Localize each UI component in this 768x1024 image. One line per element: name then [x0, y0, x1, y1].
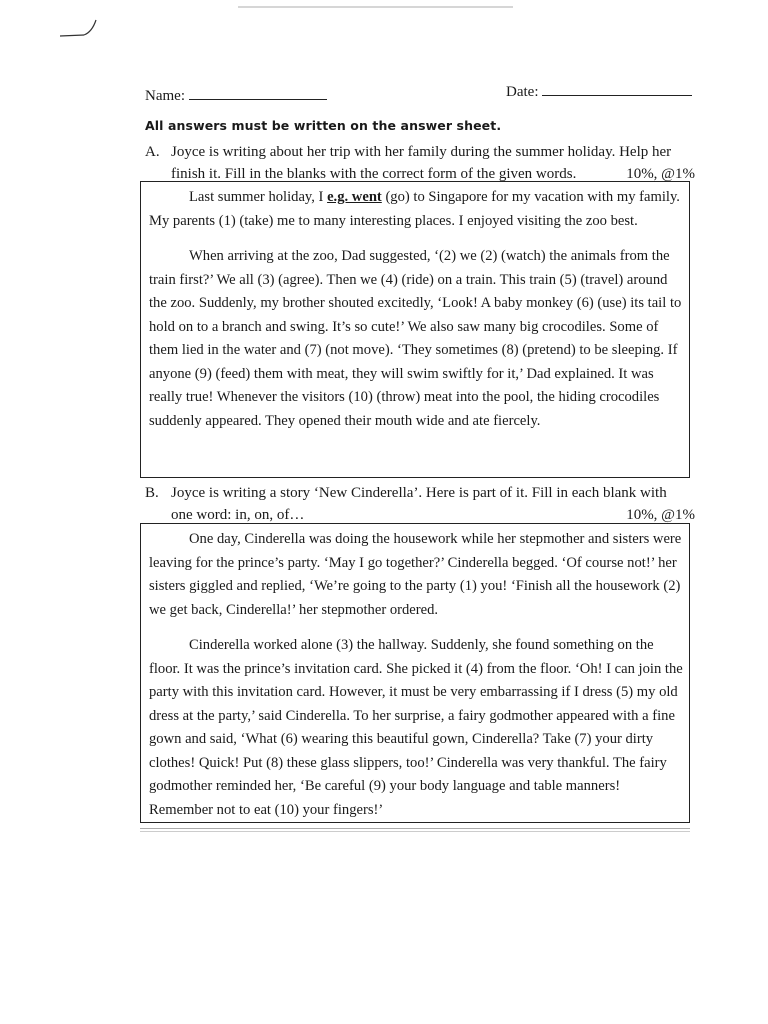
- section-a-paragraph-2: When arriving at the zoo, Dad suggested, ‘(2) we (2) (watch) the animals from the train first?’ We all (3) (agree). Then we (4) (ride) on a train. This train (5) (travel) around the zoo. Suddenly, my brother shouted excitedly, ‘Look! A baby monkey (6) (use) its tail to hold on to a branch and swing. It’s so cute!’ We also saw many big crocodiles. Some of them lied in the water and (7) (not move). ‘They sometimes (8) (pretend) to be sleeping. If anyone (9) (feed) them with meat, they will swim swiftly for it,’ Dad explained. It was really true! Whenever the visitors (10) (throw) meat into the pool, the hiding crocodiles suddenly appeared. They opened their mouth wide and ate fiercely.: [149, 248, 682, 429]
- general-instruction: All answers must be written on the answer sheet.: [145, 118, 502, 133]
- section-b-passage-box: [140, 523, 690, 823]
- section-a-letter: A.: [145, 144, 160, 160]
- name-label: Name:: [145, 88, 185, 104]
- section-b-prompt: [145, 482, 695, 526]
- name-blank-line[interactable]: [189, 99, 327, 100]
- pen-stroke-mark: [58, 16, 106, 42]
- date-field: [506, 84, 692, 101]
- scan-artifact-line: [238, 6, 513, 8]
- section-a-prompt-line1: Joyce is writing about her trip with her family during the summer holiday. Help her: [171, 144, 672, 160]
- section-b-marks: 10%, @1%: [626, 507, 695, 523]
- name-field: [145, 88, 327, 105]
- date-blank-line[interactable]: [542, 95, 692, 96]
- section-b-prompt-line1: Joyce is writing a story ‘New Cinderella’. Here is part of it. Fill in each blank with: [171, 485, 667, 501]
- section-a-p1-end: (go) to Singapore for my vacation with my family. My parents (1) (take) me to many interesting places. I enjoyed visiting the zoo best.: [149, 189, 680, 229]
- bottom-divider: [140, 828, 690, 832]
- section-b-paragraph-2: Cinderella worked alone (3) the hallway. Suddenly, she found something on the floor. It was the prince’s invitation card. She picked it (4) from the floor. ‘Oh! I can join the party with this invitation card. However, it must be very embarrassing if I dress (5) my old dress at the party,’ said Cinderella. To her surprise, a fairy godmother appeared with a fine gown and said, ‘What (6) wearing this beautiful gown, Cinderella? Take (7) your dirty clothes! Quick! Put (8) these glass slippers, too!’ Cinderella was very thankful. The fairy godmother reminded her, ‘Be careful (9) your body language and table manners! Remember not to eat (10) your fingers!’: [149, 637, 683, 818]
- date-label: Date:: [506, 84, 539, 100]
- example-answer: e.g. went: [327, 189, 382, 205]
- section-a-paragraph-1: [149, 186, 683, 233]
- section-b-letter: B.: [145, 485, 159, 501]
- section-a-prompt: [145, 141, 695, 185]
- section-b-prompt-line2: one word: in, on, of…: [171, 507, 305, 523]
- section-a-marks: 10%, @1%: [626, 166, 695, 182]
- section-a-p1-start: Last summer holiday, I: [189, 189, 328, 205]
- section-b-paragraph-1: One day, Cinderella was doing the housework while her stepmother and sisters were leaving for the prince’s party. ‘May I go together?’ Cinderella begged. ‘Of course not!’ her sisters giggled and replied, ‘We’re going to the party (1) you! ‘Finish all the housework (2) we get back, Cinderella!’ her stepmother ordered.: [149, 531, 682, 618]
- section-a-passage-box: [140, 181, 690, 478]
- section-a-prompt-line2: finish it. Fill in the blanks with the correct form of the given words.: [171, 166, 577, 182]
